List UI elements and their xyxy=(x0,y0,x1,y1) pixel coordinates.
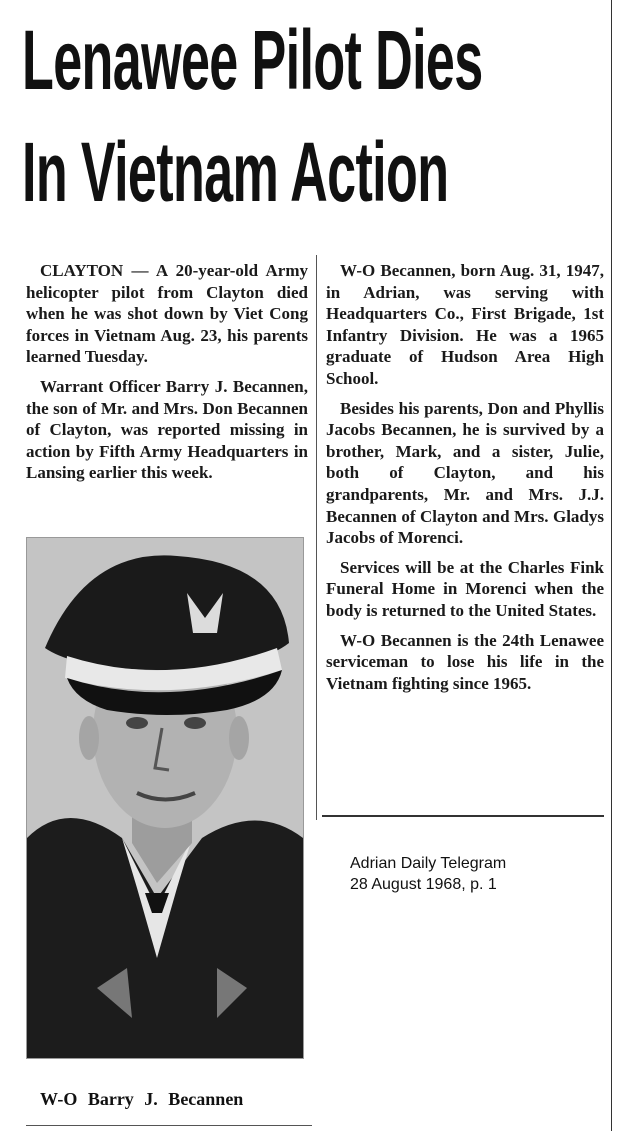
portrait-illustration xyxy=(27,538,303,1058)
article-paragraph: Besides his parents, Don and Phyllis Jacobs Becannen, he is survived by a brother, Mark, and a sister, Julie, both of Clayton, and his grandparents, Mr. and Mrs. J.J. Becannen of Clayton and Mrs. Gladys Jacobs of Morenci. xyxy=(326,398,604,548)
column-end-rule xyxy=(322,815,604,817)
article-right-column xyxy=(326,260,604,702)
source-date: 28 August 1968, p. 1 xyxy=(350,876,497,893)
photo-caption: W-O Barry J. Becannen xyxy=(40,1089,244,1109)
article-paragraph: CLAYTON — A 20-year-old Army helicopter pilot from Clayton died when he was shot down by Viet Cong forces in Vietnam Aug. 23, his parents learned Tuesday. xyxy=(26,261,308,367)
bottom-rule xyxy=(26,1125,312,1126)
source-publication: Adrian Daily Telegram xyxy=(350,855,507,872)
article-paragraph: Warrant Officer Barry J. Becannen, the son of Mr. and Mrs. Don Becannen of Clayton, was reported missing in action by Fifth Army Headquarters in Lansing earlier this week. xyxy=(26,376,308,483)
article-left-column xyxy=(26,260,308,492)
portrait-photo xyxy=(26,537,304,1059)
headline-line-1: Lenawee Pilot Dies xyxy=(22,13,483,107)
source-citation xyxy=(350,853,506,895)
column-divider xyxy=(316,255,317,820)
article-paragraph: W-O Becannen is the 24th Lenawee serviceman to lose his life in the Vietnam fighting since 1965. xyxy=(326,630,604,693)
page-right-border xyxy=(611,0,612,1131)
article-paragraph: W-O Becannen, born Aug. 31, 1947, in Adrian, was serving with Headquarters Co., First Brigade, 1st Infantry Division. He was a 1965 graduate of Hudson Area High School. xyxy=(326,261,604,388)
headline-line-2: In Vietnam Action xyxy=(22,125,449,219)
article-paragraph: Services will be at the Charles Fink Funeral Home in Morenci when the body is returned to the United States. xyxy=(326,557,604,620)
